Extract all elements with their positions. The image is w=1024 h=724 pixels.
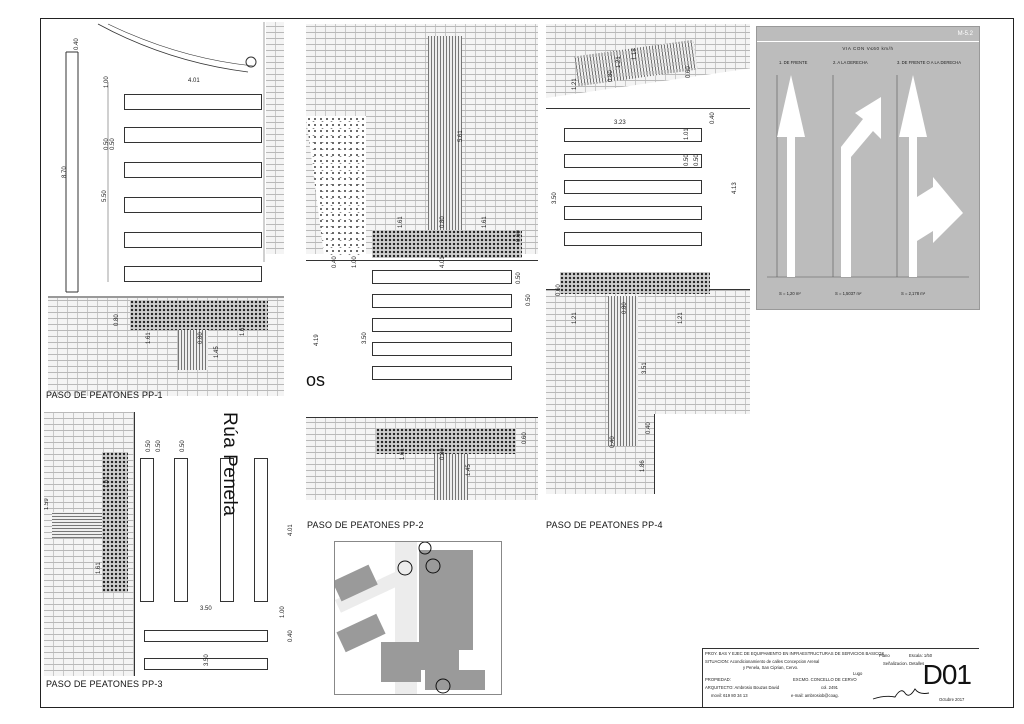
pp1-dim-040: 0.40 (74, 38, 80, 50)
pp4-dim-101: 1.01 (684, 128, 690, 140)
pp1-dim-080b: 0.80 (198, 332, 204, 344)
pp1-dim-550: 5.50 (102, 190, 108, 202)
sign-area-3: S = 2,178 m² (901, 291, 926, 296)
pp1-stripe-2 (124, 127, 262, 143)
pp4-dim-050a: 0.50 (684, 154, 690, 166)
pp2-dim-161a: 1.61 (398, 216, 404, 228)
sign-code: M-5.2 (957, 31, 973, 37)
tb-province: Lugo (853, 671, 863, 676)
pp4-dim-351: 3.51 (642, 362, 648, 374)
pp2-dim-419: 4.19 (314, 334, 320, 346)
sign-area-1: S = 1,20 m² (779, 291, 801, 296)
pp2-fragment-text: os (306, 370, 326, 390)
pp2-dim-050a: 0.50 (516, 272, 522, 284)
pp2-dim-050b: 0.50 (526, 294, 532, 306)
pp2-dim-060: 0.60 (516, 230, 522, 242)
pp2-dim-100: 1.00 (352, 256, 358, 268)
tb-colegiado: col. 2491 (821, 685, 838, 690)
arrow-markings (757, 27, 979, 309)
tb-phone: movil: 619 80 34 13 (711, 693, 748, 698)
tb-email: e-mail: ambrosiob@coag. (791, 693, 839, 698)
pp1-dim-161b: 1.61 (240, 324, 246, 336)
pp3-dim-159: 1.59 (44, 498, 50, 510)
road-marking-detail (756, 26, 980, 310)
pp4-dim-350: 3.50 (552, 192, 558, 204)
panel-pp2 (306, 24, 538, 500)
caption-pp4: PASO DE PEATONES PP-4 (546, 520, 663, 530)
panel-pp3 (44, 412, 300, 676)
pp3-dim-161a: 1.61 (104, 476, 110, 488)
pp1-stripe-5 (124, 232, 262, 248)
pp4-dim-413: 4.13 (732, 182, 738, 194)
pp4-stripe-2 (564, 154, 702, 168)
pp1-dim-050b: 0.50 (110, 138, 116, 150)
pp1-sidewalk-right (266, 22, 284, 254)
pp3-road-edge (134, 412, 135, 676)
pp4-dim-121d: 1.21 (678, 312, 684, 324)
pp3-dim-161b: 1.61 (96, 562, 102, 574)
pp2-stripe-2 (372, 294, 512, 308)
tb-situation: SITUACION: Acondicionamiento de calles Concepcion Arenal (705, 659, 820, 664)
pp1-dim-080a: 0.80 (114, 314, 120, 326)
pp4-dim-118: 1.18 (632, 48, 638, 60)
pp3-stripe-4 (254, 458, 268, 602)
location-map (334, 541, 502, 695)
pp4-dim-060b: 0.60 (556, 284, 562, 296)
arrow-straight-or-right-icon (899, 75, 963, 277)
pp2-stripe-5 (372, 366, 512, 380)
pp2-tactile-ramp-bottom (434, 454, 468, 500)
tb-owner-label: PROPIEDAD: (705, 677, 731, 682)
tb-project: PROY. BAS Y EJEC DE EQUIPAMENTO EN INFRAESTRUCTURAS DE SERVICIOS BASICOS (705, 651, 885, 656)
pp2-stripe-1 (372, 270, 512, 284)
pp1-stripe-3 (124, 162, 262, 178)
sign-col-1: 1. DE FRENTE (779, 60, 808, 65)
pp4-dim-080b: 0.80 (622, 302, 628, 314)
pp3-dim-040: 0.40 (288, 630, 294, 642)
pp1-stripe-6 (124, 266, 262, 282)
pp2-stripe-4 (372, 342, 512, 356)
pp4-stripe-1 (564, 128, 702, 142)
tb-owner: EXCMO. CONCELLO DE CERVO (793, 677, 857, 682)
pp1-dim-161a: 1.61 (146, 332, 152, 344)
sign-area-2: S = 1,5037 m² (835, 291, 862, 296)
pp2-dim-401: 4.01 (440, 256, 446, 268)
pp3-dim-350a: 3.50 (200, 606, 212, 612)
tb-plano-label: Plano (879, 653, 890, 658)
arrow-straight-icon (777, 75, 805, 277)
pp3-dim-100: 1.00 (280, 606, 286, 618)
pp2-dim-161b: 1.61 (482, 216, 488, 228)
pp2-dim-145: 1.45 (466, 464, 472, 476)
map-markers (335, 542, 501, 694)
pp4-dim-040a: 0.40 (710, 112, 716, 124)
pp2-tactile-strip-bottom (376, 428, 516, 454)
pp4-dim-080a: 0.80 (608, 70, 614, 82)
pp2-dim-350: 3.50 (362, 332, 368, 344)
pp4-dim-121a: 1.21 (572, 78, 578, 90)
pp3-dim-050a: 0.50 (146, 440, 152, 452)
pp3-tactile-strip (102, 452, 128, 592)
pp2-dim-161c: 1.61 (400, 448, 406, 460)
pp3-stripe-h1 (144, 630, 268, 642)
pp4-dim-060: 0.60 (686, 66, 692, 78)
pp4-lane (654, 414, 750, 494)
street-name-label: Rúa Penela (219, 412, 240, 517)
pp3-dim-050c: 0.50 (180, 440, 186, 452)
tb-architect: ARQUITECTO: Ambrosio Bouzas David (705, 685, 780, 690)
pp2-dim-080b: 0.80 (440, 448, 446, 460)
pp3-stripe-2 (174, 458, 188, 602)
pp1-dim-145: 1.45 (214, 346, 220, 358)
pp4-dim-323: 3.23 (614, 120, 626, 126)
panel-pp4 (546, 24, 750, 494)
pp1-stripe-4 (124, 197, 262, 213)
title-block (702, 648, 979, 707)
pp4-dim-121b: 1.21 (616, 56, 622, 68)
sign-heading: VIA CON V≤60 km/h (842, 46, 894, 51)
pp1-dim-050a: 0.50 (104, 138, 110, 150)
pp4-dim-186: 1.86 (640, 460, 646, 472)
caption-pp2: PASO DE PEATONES PP-2 (307, 520, 424, 530)
tb-escala: Escala: 1/50 (909, 653, 933, 658)
architect-signature (871, 683, 931, 703)
pp4-dim-121c: 1.21 (572, 312, 578, 324)
pp4-stripe-5 (564, 232, 702, 246)
tb-content: Señalizacion. Detalles (883, 661, 925, 666)
pp2-dim-040: 0.40 (332, 256, 338, 268)
tb-drawing-code: D01 (922, 659, 971, 690)
caption-pp1: PASO DE PEATONES PP-1 (46, 390, 163, 400)
pp1-dim-width: 4.01 (188, 78, 200, 84)
pp3-dim-050b: 0.50 (156, 440, 162, 452)
panel-pp1 (48, 22, 284, 396)
pp3-dim-350b: 3.50 (204, 654, 210, 666)
pp2-dim-060b: 0.60 (522, 432, 528, 444)
pp4-stripe-3 (564, 180, 702, 194)
pp2-stripe-3 (372, 318, 512, 332)
sign-col-3: 3. DE FRENTE O A LA DERECHA (897, 60, 961, 65)
pp4-stripe-4 (564, 206, 702, 220)
tb-situation-2: y Penela, San Ciprian, Cervo. (743, 665, 799, 670)
pp3-tactile-ramp (52, 512, 102, 538)
pp3-dim-401: 4.01 (288, 524, 294, 536)
arrow-right-turn-icon (841, 97, 881, 277)
pp3-stripe-1 (140, 458, 154, 602)
pp4-dim-050b: 0.50 (694, 154, 700, 166)
pp1-dim-870: 8.70 (62, 166, 68, 178)
pp4-tactile-ramp (608, 296, 638, 446)
tb-date: Octubre 2017 (939, 697, 965, 702)
pp2-dim-080: 0.80 (440, 216, 446, 228)
pp1-dim-100: 1.00 (104, 76, 110, 88)
pp1-tactile-strip (130, 300, 268, 330)
pp4-tactile-strip (560, 272, 710, 294)
pp2-tactile-ramp-top (428, 36, 462, 232)
caption-pp3: PASO DE PEATONES PP-3 (46, 679, 163, 689)
pp2-tactile-strip-top (372, 230, 522, 258)
pp1-stripe-1 (124, 94, 262, 110)
pp4-dim-040c: 0.40 (610, 436, 616, 448)
sign-col-2: 2. A LA DERECHA (833, 60, 868, 65)
pp4-dim-040b: 0.40 (646, 422, 652, 434)
pp2-dim-561: 5.61 (458, 130, 464, 142)
